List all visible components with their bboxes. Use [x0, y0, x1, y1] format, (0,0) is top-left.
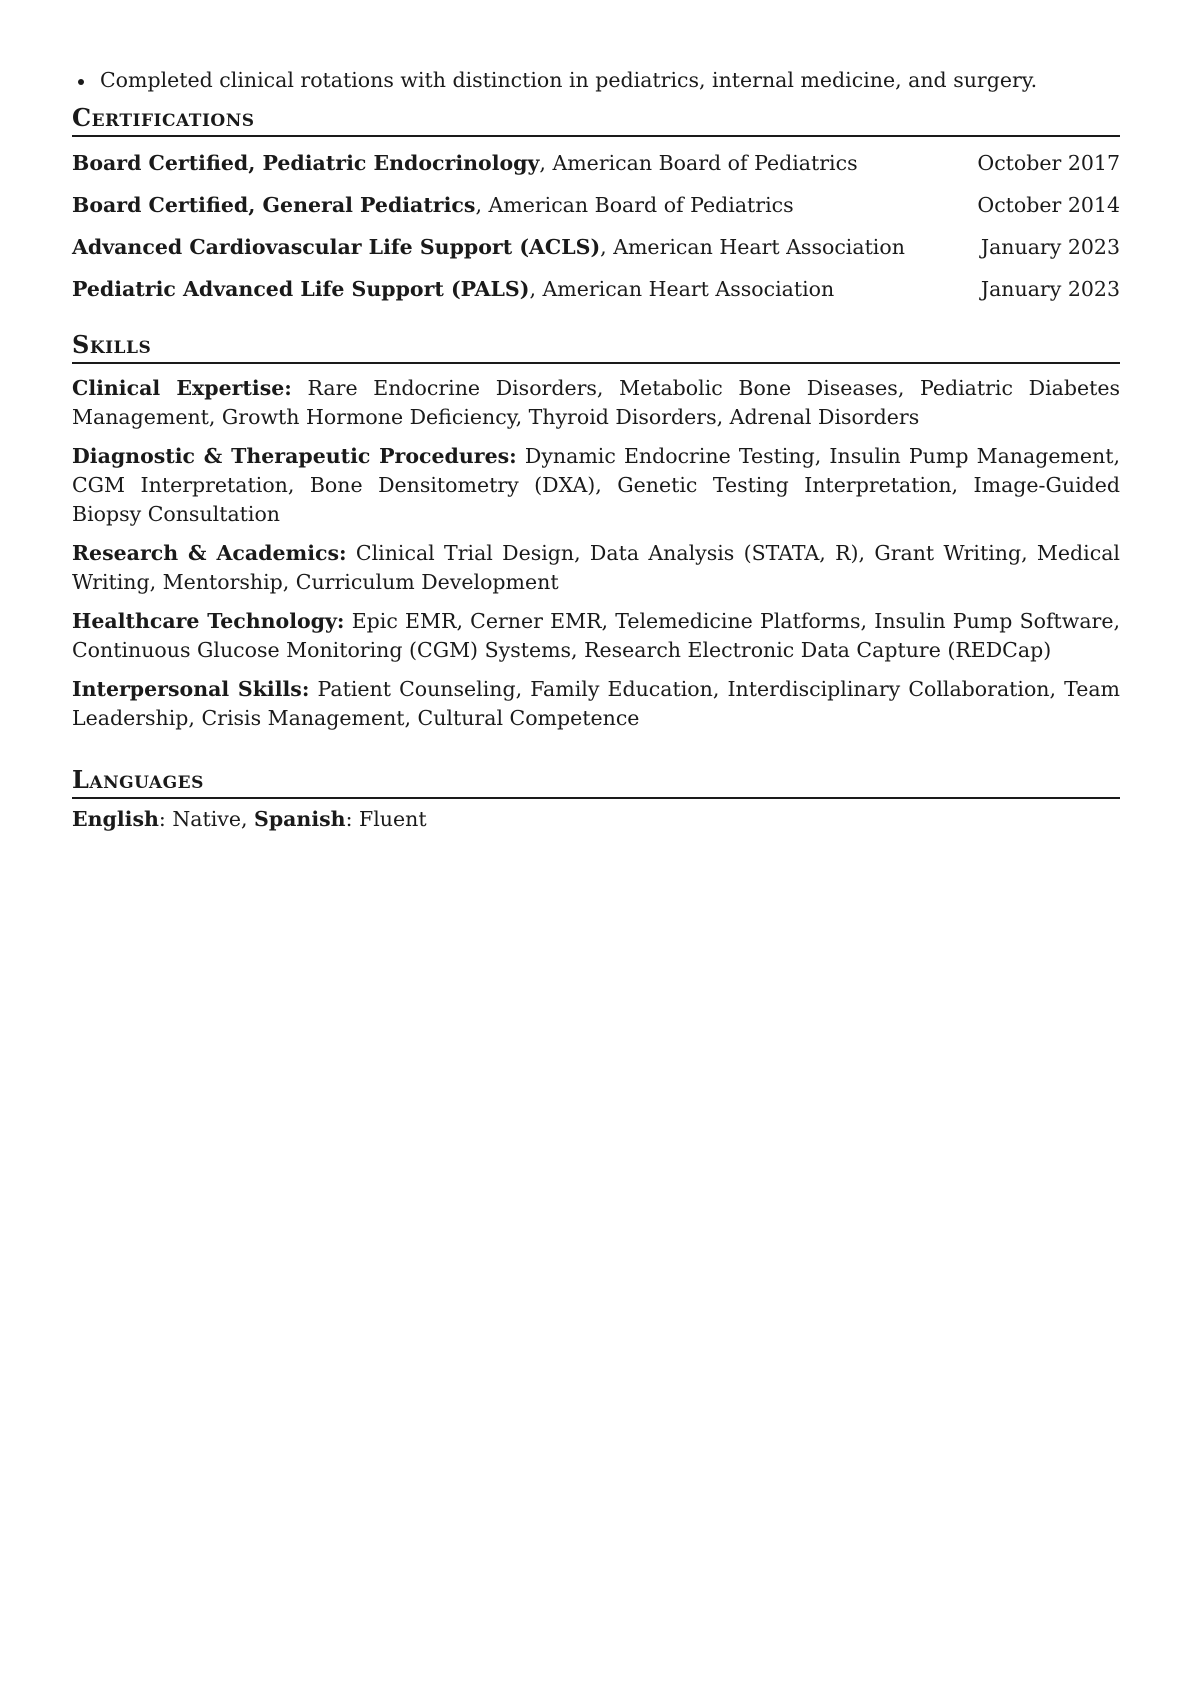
skill-text: Clinical Trial Design, Data Analysis (STATA, R), Grant Writing, Medical Writing, Mentorship, Curriculum Development: [72, 541, 1120, 594]
languages-line: [72, 805, 1120, 834]
certification-date: January 2023: [980, 277, 1120, 301]
bullet-icon: [78, 79, 84, 85]
skill-text: Rare Endocrine Disorders, Metabolic Bone Diseases, Pediatric Diabetes Management, Growth Hormone Deficiency, Thyroid Disorders, Adrenal Disorders: [72, 376, 1120, 429]
certification-issuer: , American Heart Association: [529, 277, 835, 301]
certification-name: Advanced Cardiovascular Life Support (ACLS): [72, 235, 601, 259]
skill-label: Clinical Expertise:: [72, 376, 292, 400]
certification-name: Board Certified, General Pediatrics: [72, 193, 476, 217]
certification-row: [72, 268, 1120, 310]
certification-row: [72, 184, 1120, 226]
skill-paragraph-research-academics: [72, 539, 1120, 597]
certification-entry: [72, 268, 834, 310]
certifications-section: [72, 103, 1120, 310]
list-item: [72, 66, 1120, 95]
certification-date: October 2014: [977, 193, 1120, 217]
certification-entry: [72, 142, 858, 184]
language-level: : Fluent: [345, 807, 427, 831]
skill-label: Diagnostic & Therapeutic Procedures:: [72, 444, 517, 468]
education-bullet-list: [72, 66, 1120, 95]
certification-date: January 2023: [980, 235, 1120, 259]
language-level: : Native,: [158, 807, 255, 831]
certification-name: Pediatric Advanced Life Support (PALS): [72, 277, 530, 301]
certification-issuer: , American Board of Pediatrics: [475, 193, 794, 217]
skill-paragraph-diagnostic-procedures: [72, 442, 1120, 529]
section-title-skills: Skills: [72, 330, 1120, 364]
section-title-languages: Languages: [72, 765, 1120, 799]
certification-date: October 2017: [977, 151, 1120, 175]
skill-text: Epic EMR, Cerner EMR, Telemedicine Platforms, Insulin Pump Software, Continuous Glucose Monitoring (CGM) Systems, Research Electronic Data Capture (REDCap): [72, 609, 1121, 662]
certification-name: Board Certified, Pediatric Endocrinology: [72, 151, 540, 175]
language-name: English: [72, 807, 159, 831]
skill-paragraph-clinical-expertise: [72, 374, 1120, 432]
skills-section: [72, 330, 1120, 733]
certification-issuer: , American Board of Pediatrics: [539, 151, 858, 175]
certification-issuer: , American Heart Association: [600, 235, 905, 259]
skill-label: Interpersonal Skills:: [72, 677, 310, 701]
certification-row: [72, 142, 1120, 184]
certification-row: [72, 226, 1120, 268]
skill-text: Dynamic Endocrine Testing, Insulin Pump Management, CGM Interpretation, Bone Densitometry (DXA), Genetic Testing Interpretation, Image-Guided Biopsy Consultation: [72, 444, 1120, 526]
skill-label: Healthcare Technology:: [72, 609, 345, 633]
skill-paragraph-interpersonal-skills: [72, 675, 1120, 733]
skill-label: Research & Academics:: [72, 541, 347, 565]
section-title-certifications: Certifications: [72, 103, 1120, 137]
certification-entry: [72, 184, 794, 226]
certifications-list: [72, 142, 1120, 310]
language-name: Spanish: [254, 807, 346, 831]
certification-entry: [72, 226, 905, 268]
skill-paragraph-healthcare-technology: [72, 607, 1120, 665]
bullet-text: Completed clinical rotations with distinction in pediatrics, internal medicine, and surgery.: [100, 68, 1038, 92]
languages-section: [72, 765, 1120, 834]
skill-text: Patient Counseling, Family Education, Interdisciplinary Collaboration, Team Leadership, Crisis Management, Cultural Competence: [72, 677, 1120, 730]
